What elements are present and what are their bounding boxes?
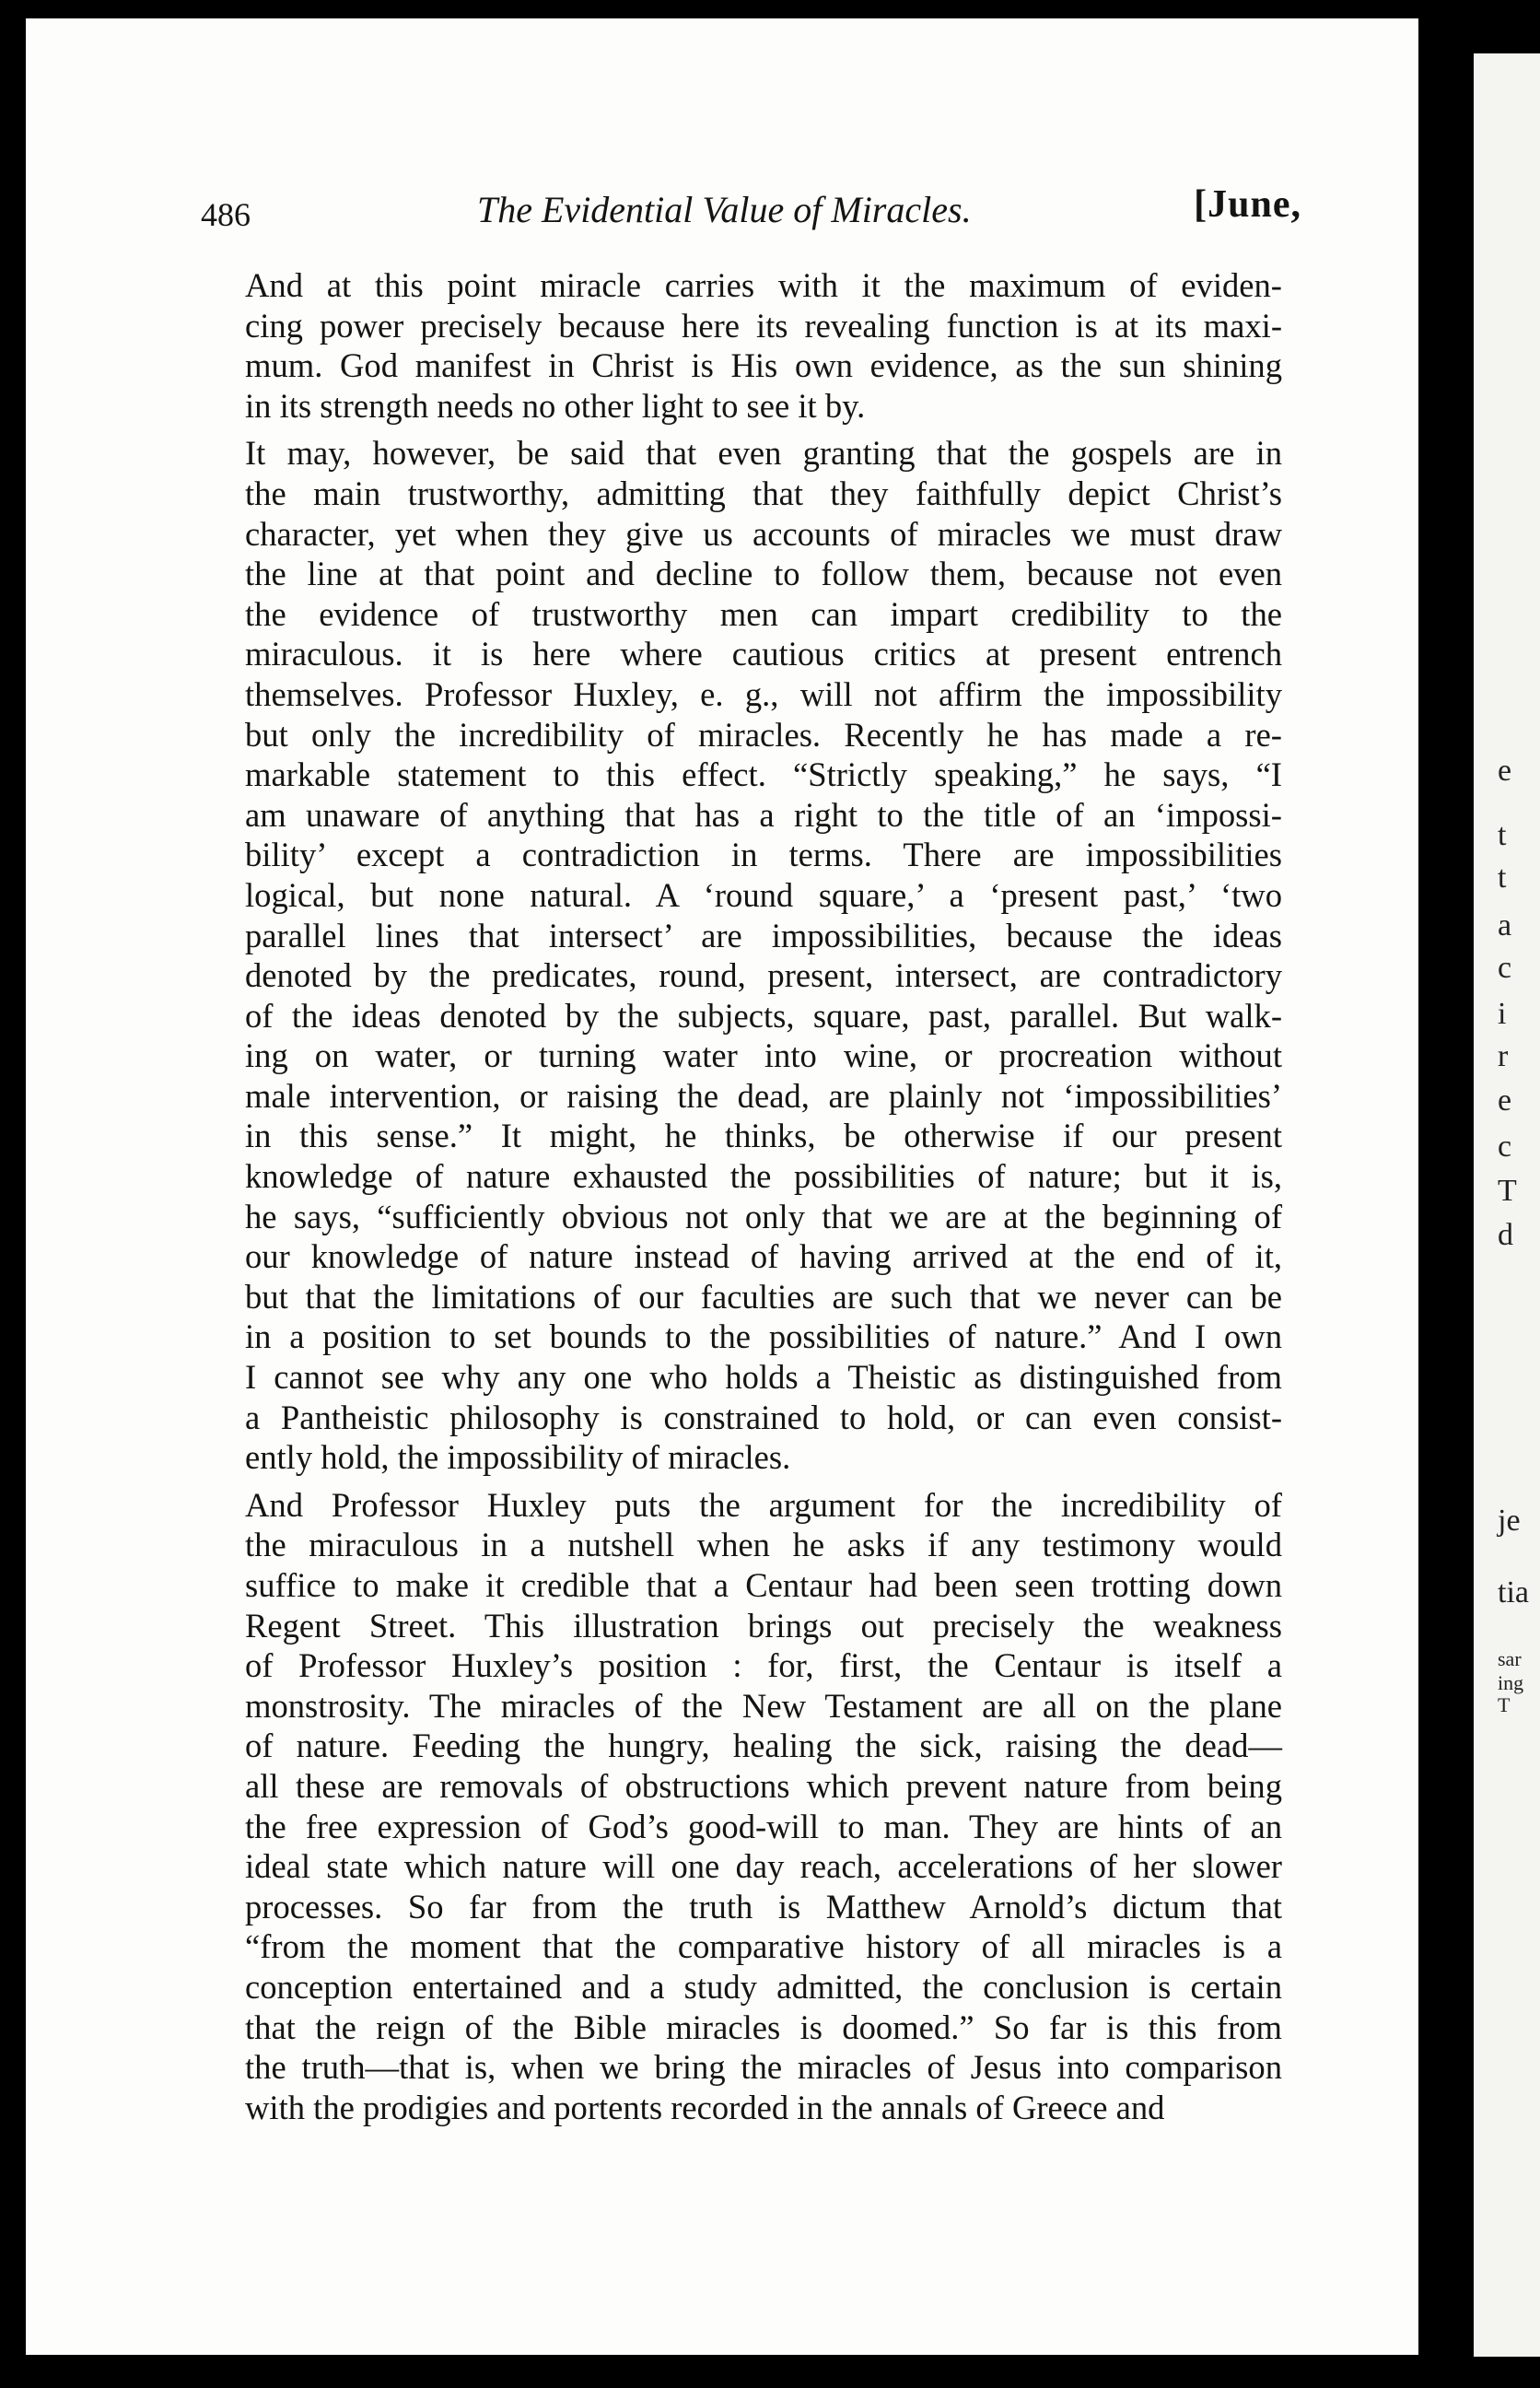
- paragraph: [223, 433, 1282, 1477]
- facing-page-fragment: e: [1498, 1083, 1512, 1118]
- text-line: cing power precisely because here its revealing function is at its maxi-: [245, 306, 1282, 345]
- text-line: character, yet when they give us accounts of miracles we must draw: [245, 514, 1282, 553]
- text-line: the main trustworthy, admitting that they faithfully depict Christ’s: [245, 474, 1282, 512]
- text-line: processes. So far from the truth is Matthew Arnold’s dictum that: [245, 1887, 1282, 1926]
- text-line: mum. God manifest in Christ is His own evidence, as the sun shining: [245, 346, 1282, 385]
- text-line: themselves. Professor Huxley, e. g., will not affirm the impossibility: [245, 674, 1282, 713]
- page-number: 486: [201, 196, 251, 233]
- facing-page-fragment: c: [1498, 951, 1512, 985]
- text-line: I cannot see why any one who holds a Theistic as distinguished from: [245, 1358, 1282, 1397]
- text-line: the free expression of God’s good-will to man. They are hints of an: [245, 1807, 1282, 1845]
- text-line: denoted by the predicates, round, present, intersect, are contradictory: [245, 956, 1282, 995]
- facing-page-fragment: a: [1498, 908, 1512, 942]
- facing-page-fragment: je: [1498, 1504, 1521, 1538]
- text-line: ideal state which nature will one day reach, accelerations of her slower: [245, 1847, 1282, 1886]
- text-line: ently hold, the impossibility of miracles.: [245, 1438, 791, 1477]
- facing-page-fragment: i: [1498, 997, 1507, 1031]
- text-line: of Professor Huxley’s position : for, first, the Centaur is itself a: [245, 1646, 1282, 1685]
- facing-page-fragment: ing: [1498, 1671, 1524, 1694]
- paragraph: [223, 265, 1282, 426]
- text-line: in its strength needs no other light to see it by.: [245, 386, 866, 425]
- facing-page-fragment: c: [1498, 1130, 1512, 1164]
- facing-page-edge: [1474, 53, 1540, 2357]
- book-page: [26, 18, 1418, 2355]
- text-line: of the ideas denoted by the subjects, square, past, parallel. But walk-: [245, 996, 1282, 1035]
- text-line: ing on water, or turning water into wine, or procreation without: [245, 1036, 1282, 1075]
- text-line: am unaware of anything that has a right to the title of an ‘impossi-: [245, 795, 1282, 834]
- paragraph: [223, 1485, 1282, 2128]
- text-line: parallel lines that intersect’ are impossibilities, because the ideas: [245, 916, 1282, 954]
- text-line: bility’ except a contradiction in terms. There are impossibilities: [245, 836, 1282, 874]
- text-line: Regent Street. This illustration brings out precisely the weakness: [245, 1606, 1282, 1645]
- text-line: “from the moment that the comparative history of all miracles is a: [245, 1927, 1282, 1966]
- text-line: male intervention, or raising the dead, are plainly not ‘impossibilities’: [245, 1076, 1282, 1115]
- text-line: in this sense.” It might, he thinks, be otherwise if our present: [245, 1117, 1282, 1155]
- text-line: conception entertained and a study admitted, the conclusion is certain: [245, 1967, 1282, 2006]
- text-line: that the reign of the Bible miracles is doomed.” So far is this from: [245, 2008, 1282, 2046]
- text-line: our knowledge of nature instead of having arrived at the end of it,: [245, 1237, 1282, 1276]
- text-line: he says, “sufficiently obvious not only that we are at the beginning of: [245, 1197, 1282, 1235]
- facing-page-fragment: t: [1498, 818, 1507, 852]
- text-line: logical, but none natural. A ‘round square,’ a ‘present past,’ ‘two: [245, 875, 1282, 914]
- text-line: the miraculous in a nutshell when he asks if any testimony would: [245, 1526, 1282, 1564]
- text-line: the truth—that is, when we bring the miracles of Jesus into comparison: [245, 2048, 1282, 2087]
- facing-page-fragment: t: [1498, 860, 1507, 895]
- text-line: of nature. Feeding the hungry, healing the sick, raising the dead—: [245, 1727, 1282, 1765]
- text-line: And at this point miracle carries with it the maximum of eviden-: [245, 266, 1282, 304]
- facing-page-fragment: T: [1498, 1693, 1511, 1716]
- facing-page-fragment: tia: [1498, 1575, 1529, 1610]
- text-line: suffice to make it credible that a Centaur had been seen trotting down: [245, 1566, 1282, 1604]
- facing-page-fragment: T: [1498, 1174, 1517, 1208]
- text-line: It may, however, be said that even granting that the gospels are in: [245, 434, 1282, 473]
- body-text: [223, 265, 1282, 2127]
- text-line: markable statement to this effect. “Strictly speaking,” he says, “I: [245, 755, 1282, 794]
- text-line: And Professor Huxley puts the argument for the incredibility of: [245, 1485, 1282, 1524]
- text-line: knowledge of nature exhausted the possibilities of nature; but it is,: [245, 1157, 1282, 1196]
- text-line: miraculous. it is here where cautious critics at present entrench: [245, 635, 1282, 673]
- text-line: but only the incredibility of miracles. Recently he has made a re-: [245, 715, 1282, 754]
- text-line: all these are removals of obstructions which prevent nature from being: [245, 1766, 1282, 1805]
- facing-page-fragment: e: [1498, 754, 1512, 788]
- facing-page-fragment: r: [1498, 1039, 1509, 1073]
- text-line: the evidence of trustworthy men can impart credibility to the: [245, 594, 1282, 633]
- running-month: [June,: [1194, 183, 1301, 226]
- text-line: with the prodigies and portents recorded in the annals of Greece and: [245, 2088, 1165, 2126]
- text-line: the line at that point and decline to follow them, because not even: [245, 555, 1282, 593]
- text-line: a Pantheistic philosophy is constrained to hold, or can even consist-: [245, 1398, 1282, 1436]
- facing-page-fragment: d: [1498, 1218, 1513, 1252]
- running-header: [201, 175, 1301, 233]
- text-line: in a position to set bounds to the possibilities of nature.” And I own: [245, 1317, 1282, 1356]
- text-line: monstrosity. The miracles of the New Testament are all on the plane: [245, 1686, 1282, 1725]
- facing-page-fragment: sar: [1498, 1647, 1522, 1670]
- text-line: but that the limitations of our faculties are such that we never can be: [245, 1277, 1282, 1316]
- running-title: The Evidential Value of Miracles.: [477, 189, 972, 230]
